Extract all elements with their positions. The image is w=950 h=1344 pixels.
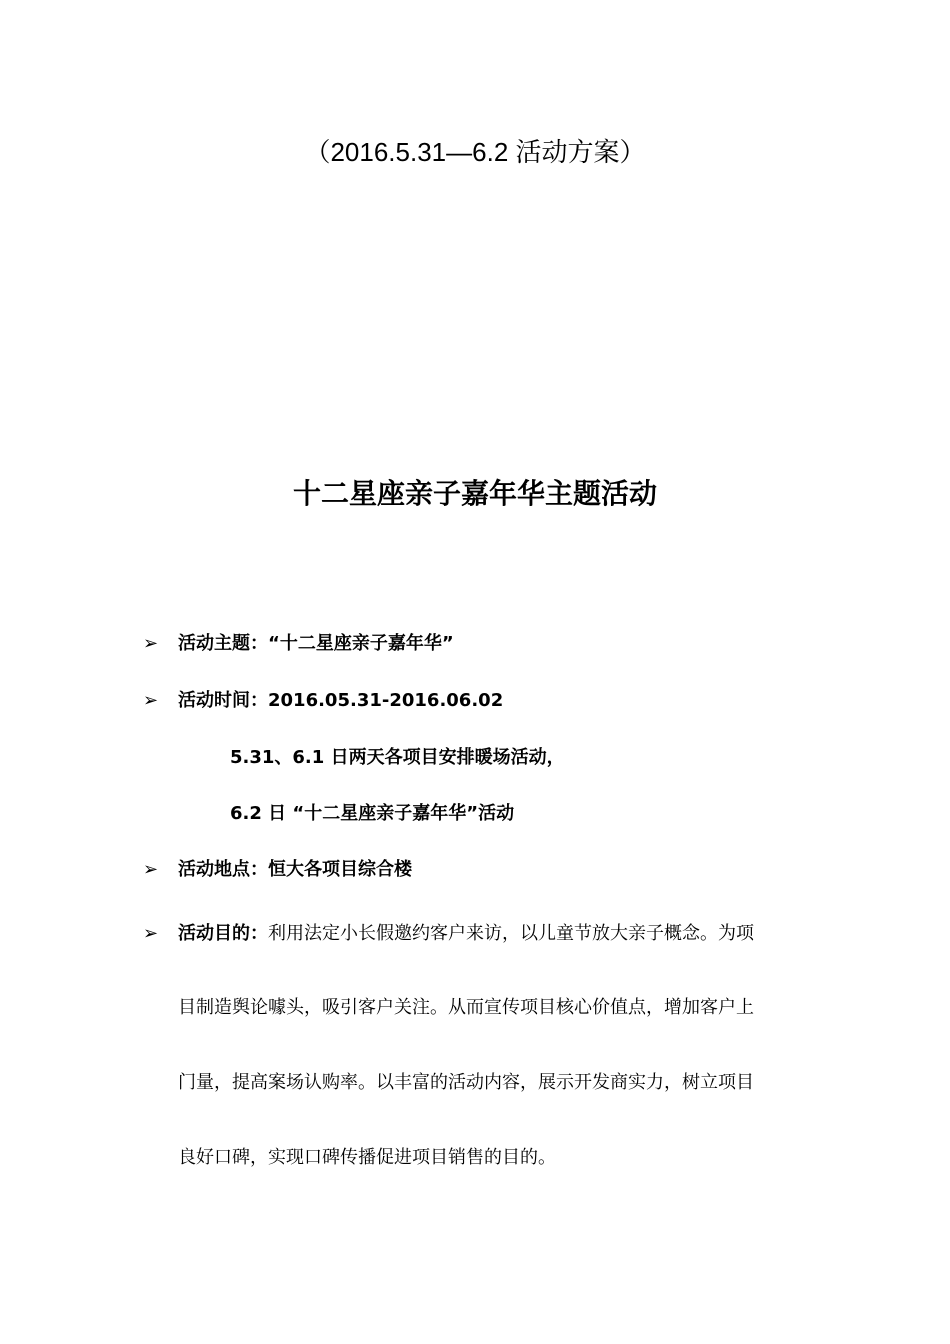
item-label: 活动时间： [178, 690, 268, 711]
arrow-bullet-icon: ➢ [143, 690, 159, 711]
list-item-location [143, 854, 412, 886]
arrow-bullet-icon: ➢ [143, 859, 159, 880]
item-label: 活动地点： [178, 859, 268, 880]
item-value: 2016.05.31-2016.06.02 [268, 690, 504, 711]
purpose-text-line: 目制造舆论噱头，吸引客户关注。从而宣传项目核心价值点，增加客户上 [178, 997, 754, 1018]
list-item-time [143, 685, 503, 717]
plan-subtitle: （2016.5.31—6.2 活动方案） [304, 137, 646, 167]
item-value: “十二星座亲子嘉年华” [268, 633, 454, 654]
item-label: 活动目的： [178, 923, 268, 944]
item-label: 活动主题： [178, 633, 268, 654]
item-value: 利用法定小长假邀约客户来访，以儿童节放大亲子概念。为项 [268, 923, 754, 944]
schedule-line-carnival: 6.2 日 “十二星座亲子嘉年华”活动 [230, 803, 515, 824]
arrow-bullet-icon: ➢ [143, 633, 159, 654]
page-title: 十二星座亲子嘉年华主题活动 [292, 477, 657, 510]
list-item-purpose [143, 918, 754, 950]
purpose-text-line: 良好口碑，实现口碑传播促进项目销售的目的。 [178, 1147, 556, 1168]
list-item-theme [143, 628, 454, 660]
arrow-bullet-icon: ➢ [143, 923, 159, 944]
item-value: 恒大各项目综合楼 [268, 859, 412, 880]
purpose-text-line: 门量，提高案场认购率。以丰富的活动内容，展示开发商实力，树立项目 [178, 1072, 754, 1093]
schedule-line-warmup: 5.31、6.1 日两天各项目安排暖场活动， [230, 747, 565, 768]
